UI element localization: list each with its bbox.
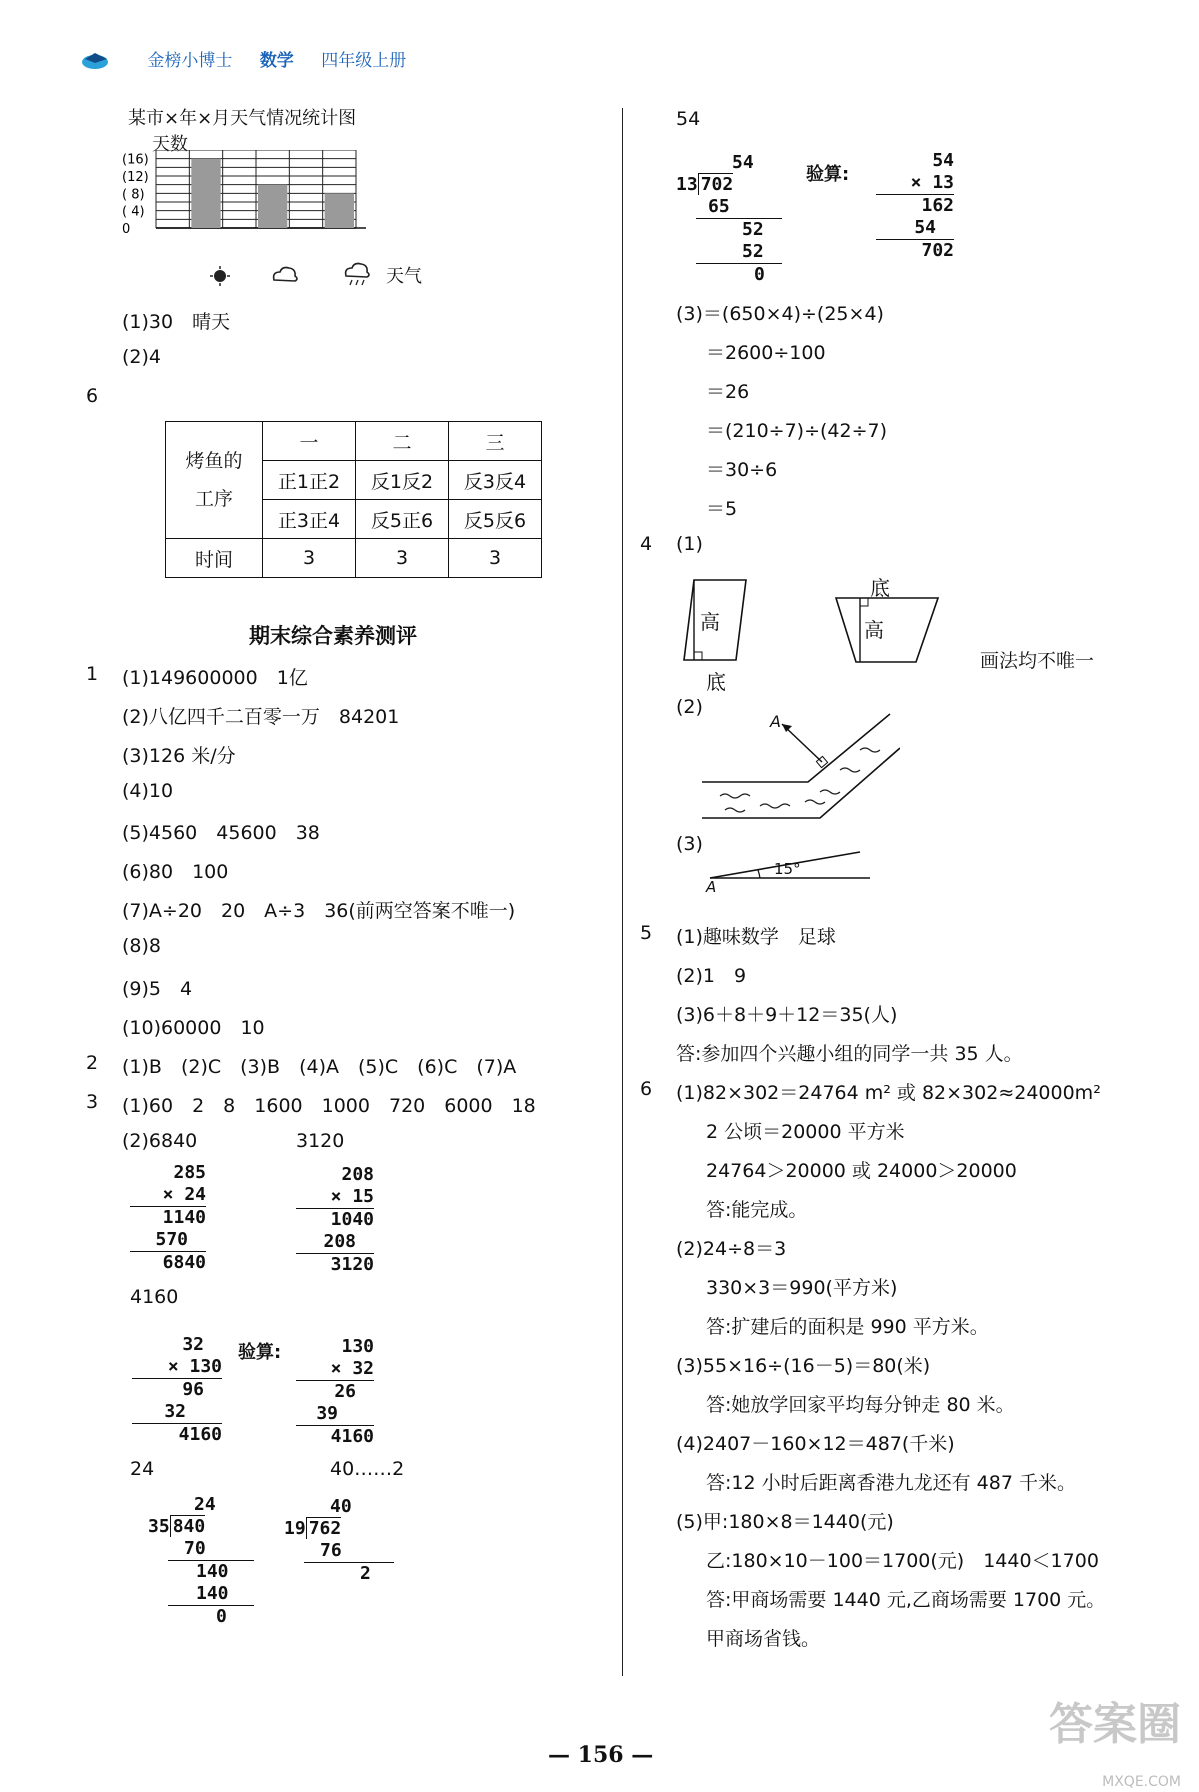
calc-285x24: 285 × 24 1140 570 6840 (130, 1162, 206, 1274)
q5-number: 5 (640, 922, 653, 944)
answer-54: 54 (676, 108, 701, 130)
q1-line: (7)A÷20 20 A÷3 36(前两空答案不唯一) (122, 900, 516, 922)
section-title: 期末综合素养测评 (249, 624, 417, 648)
q6-line: 2 公顷＝20000 平方米 (706, 1121, 905, 1143)
q6-line: (1)82×302＝24764 m² 或 82×302≈24000m² (676, 1082, 1101, 1104)
y-tick-label: (12) (122, 170, 149, 185)
point-a-label: A (770, 712, 781, 731)
q6-number-left: 6 (86, 385, 99, 407)
q6-line: 330×3＝990(平方米) (706, 1277, 898, 1299)
q4-part3: (3) (676, 833, 703, 855)
q6-line: 答:甲商场需要 1440 元,乙商场需要 1700 元。 (706, 1589, 1106, 1611)
bar-晴 (191, 159, 220, 228)
table-header: 二 (356, 422, 449, 461)
label-di-2: 底 (870, 576, 890, 600)
q6-line: 答:能完成。 (706, 1199, 808, 1221)
q4-number: 4 (640, 533, 653, 555)
q6-number-right: 6 (640, 1078, 653, 1100)
check-label-left: 验算: (238, 1342, 282, 1363)
q1-line: (9)5 4 (122, 978, 193, 1000)
q3-3-line: ＝5 (706, 498, 738, 520)
trapezoid-shape (836, 598, 938, 662)
q6-line: 乙:180×10－100＝1700(元) 1440＜1700 (706, 1550, 1099, 1572)
division-702-by-13: 54 13 702 65 52 52 0 (676, 152, 782, 286)
label-gao-2: 高 (864, 618, 884, 642)
q5-line: (2)1 9 (676, 965, 747, 987)
q3-part2b: 3120 (296, 1130, 345, 1152)
brand-logo-icon (80, 50, 114, 72)
q1-line: (1)149600000 1亿 (122, 667, 308, 689)
q6-line: 答:12 小时后距离香港九龙还有 487 千米。 (706, 1472, 1076, 1494)
header-brand: 金榜小博士 (147, 51, 233, 71)
q2-answers: (1)B (2)C (3)B (4)A (5)C (6)C (7)A (122, 1056, 517, 1078)
label-gao-1: 高 (700, 610, 720, 634)
table-cell: 3 (263, 539, 356, 578)
y-tick-label: ( 4) (122, 204, 145, 220)
header-subject: 数学 (259, 51, 294, 71)
q1-line: (8)8 (122, 935, 162, 957)
q6-line: (4)2407－160×12＝487(千米) (676, 1433, 955, 1455)
calc-130x32: 130 × 32 26 39 4160 (296, 1336, 374, 1448)
answer-40-r2: 40……2 (330, 1458, 405, 1480)
column-divider (622, 108, 623, 1676)
table-header: 三 (449, 422, 542, 461)
calc-54x13: 54 × 13 162 54 702 (876, 150, 954, 262)
q6-line: 甲商场省钱。 (706, 1628, 821, 1650)
q4-part2: (2) (676, 696, 703, 718)
q5-line: (1)趣味数学 足球 (676, 926, 836, 948)
q3-3-line: ＝26 (706, 381, 750, 403)
q6-line: 答:她放学回家平均每分钟走 80 米。 (706, 1394, 1015, 1416)
table-cell: 反5反6 (449, 500, 542, 539)
bar-多云 (258, 185, 287, 228)
label-di-1: 底 (706, 670, 726, 694)
q6-line: (3)55×16÷(16－5)＝80(米) (676, 1355, 931, 1377)
rain-icon (346, 264, 369, 286)
q1-line: (2)八亿四千二百零一万 84201 (122, 706, 400, 728)
chart-title: 某市×年×月天气情况统计图 (128, 108, 357, 129)
q1-line: (5)4560 45600 38 (122, 822, 320, 844)
q3-3-line: (3)＝(650×4)÷(25×4) (676, 303, 884, 325)
q4-note: 画法均不唯一 (980, 650, 1095, 672)
check-label-right: 验算: (806, 164, 850, 185)
q5-line: 答:参加四个兴趣小组的同学一共 35 人。 (676, 1043, 1023, 1065)
table-cell: 3 (356, 539, 449, 578)
angle-label: 15° (774, 860, 801, 878)
y-tick-label: (16) (122, 152, 149, 168)
q3-number: 3 (86, 1091, 99, 1113)
river-figure (700, 700, 900, 820)
table-cell: 反5正6 (356, 500, 449, 539)
right-angle-mark (694, 652, 702, 660)
q6-line: (5)甲:180×8＝1440(元) (676, 1511, 894, 1533)
header-grade: 四年级上册 (321, 51, 407, 71)
point-a-label-2: A (706, 878, 717, 896)
page-header (80, 46, 406, 72)
q3-part2a: (2)6840 (122, 1130, 198, 1152)
weather-answer-2: (2)4 (122, 346, 162, 368)
fish-process-table (165, 421, 542, 578)
q1-line: (10)60000 10 (122, 1017, 265, 1039)
table-row-label: 时间 (166, 539, 263, 578)
q3-part1: (1)60 2 8 1600 1000 720 6000 18 (122, 1095, 536, 1117)
division-840-by-35: 24 35 840 70 140 140 0 (148, 1494, 254, 1628)
table-cell: 3 (449, 539, 542, 578)
chart-ylabel: 天数 (152, 134, 188, 155)
q4-part1: (1) (676, 533, 703, 555)
table-cell: 正3正4 (263, 500, 356, 539)
cloud-icon (274, 268, 297, 282)
q6-line: 答:扩建后的面积是 990 平方米。 (706, 1316, 989, 1338)
q1-line: (4)10 (122, 780, 174, 802)
q3-3-line: ＝(210÷7)÷(42÷7) (706, 420, 888, 442)
q6-line: 24764＞20000 或 24000＞20000 (706, 1160, 1017, 1182)
table-cell: 正1正2 (263, 461, 356, 500)
chart-xlabel: 天气 (386, 266, 422, 287)
y-tick-label: 0 (122, 222, 131, 237)
calc-208x15: 208 × 15 1040 208 3120 (296, 1164, 374, 1276)
bar-雨 (325, 193, 354, 228)
y-tick-label: ( 8) (122, 187, 145, 203)
right-angle-mark (860, 598, 868, 606)
answer-24: 24 (130, 1458, 155, 1480)
answer-4160: 4160 (130, 1286, 179, 1308)
sun-icon (210, 266, 230, 286)
q2-number: 2 (86, 1052, 99, 1074)
fish-label-line1: 烤鱼的 (185, 450, 243, 472)
division-762-by-19: 40 19 762 76 2 (284, 1496, 394, 1585)
watermark-logo: 答案圈 (1049, 1699, 1181, 1750)
q1-number: 1 (86, 663, 99, 685)
weather-answer-1: (1)30 晴天 (122, 311, 231, 333)
calc-32x130: 32 × 130 96 32 4160 (132, 1334, 222, 1446)
table-cell: 反3反4 (449, 461, 542, 500)
q1-line: (6)80 100 (122, 861, 229, 883)
q5-line: (3)6＋8＋9＋12＝35(人) (676, 1004, 898, 1026)
watermark-site: MXQE.COM (1102, 1774, 1181, 1790)
fish-label-line2: 工序 (194, 488, 233, 510)
q3-3-line: ＝30÷6 (706, 459, 778, 481)
q3-3-line: ＝2600÷100 (706, 342, 826, 364)
table-header: 一 (263, 422, 356, 461)
arrow-head-icon (782, 724, 792, 732)
q6-line: (2)24÷8＝3 (676, 1238, 787, 1260)
table-cell: 反1反2 (356, 461, 449, 500)
page-number: — 156 — (548, 1742, 654, 1768)
water-waves (720, 748, 880, 812)
q1-line: (3)126 米/分 (122, 745, 236, 767)
